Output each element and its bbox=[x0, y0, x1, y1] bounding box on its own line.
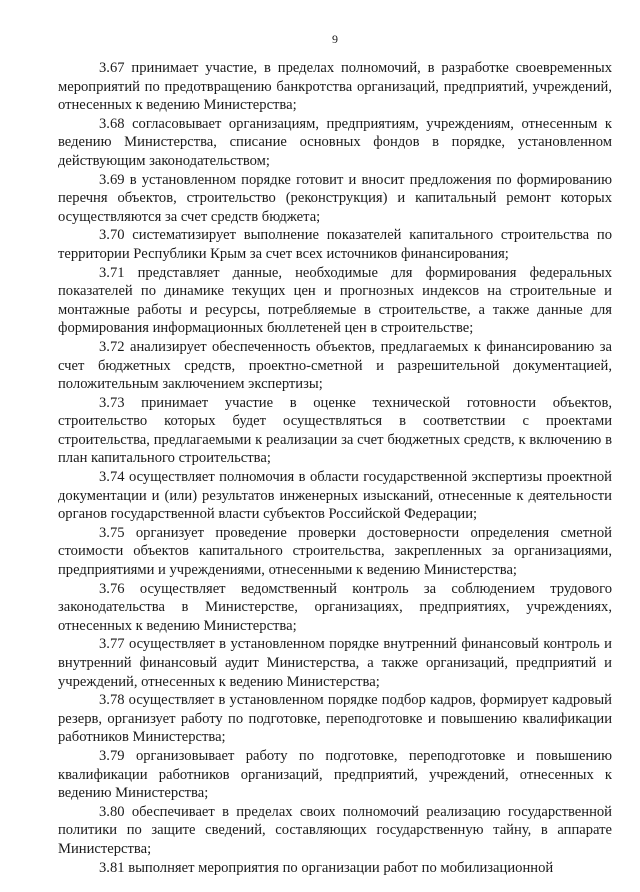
clause-3-72: 3.72 анализирует обеспеченность объектов, предлагаемых к финансированию за счет бюджетных средств, проектно-сметной и разрешительной документацией, положительным заключением экспертизы; bbox=[58, 338, 612, 393]
clause-3-81: 3.81 выполняет мероприятия по организации работ по мобилизационной bbox=[99, 859, 554, 876]
clause-3-75: 3.75 организует проведение проверки достоверности определения сметной стоимости объектов капитального строительства, закрепленных за организациями, предприятиями и учреждениями, отнесенными к ведению Министерства; bbox=[58, 524, 612, 579]
clause-3-78: 3.78 осуществляет в установленном порядке подбор кадров, формирует кадровый резерв, организует работу по подготовке, переподготовке и повышению квалификации работников Министерства; bbox=[58, 692, 612, 746]
clause-3-80: 3.80 обеспечивает в пределах своих полномочий реализацию государственной политики по защите сведений, составляющих государственную тайну, в аппарате Министерства; bbox=[58, 803, 612, 857]
clause-3-79: 3.79 организовывает работу по подготовке, переподготовке и повышению квалификации работников организаций, предприятий, учреждений, отнесенных к ведению Министерства; bbox=[58, 747, 612, 802]
clause-3-67: 3.67 принимает участие, в пределах полномочий, в разработке своевременных мероприятий по предотвращению банкротства организаций, предприятий, учреждений, отнесенных к ведению Министерства; bbox=[58, 60, 612, 114]
clause-3-70: 3.70 систематизирует выполнение показателей капитального строительства по территории Республики Крым за счет всех источников финансирования; bbox=[58, 227, 612, 262]
clause-3-68: 3.68 согласовывает организациям, предприятиям, учреждениям, отнесенным к ведению Министерства, списание основных фондов в порядке, установленном действующим законодательством; bbox=[58, 115, 612, 169]
clause-3-76: 3.76 осуществляет ведомственный контроль за соблюдением трудового законодательства в Министерстве, организациях, предприятиях, учреждениях, отнесенных к ведению Министерства; bbox=[58, 580, 612, 634]
page-number: 9 bbox=[332, 32, 338, 46]
clause-3-71: 3.71 представляет данные, необходимые для формирования федеральных показателей по динамике текущих цен и прогнозных индексов на строительные и монтажные работы и ресурсы, потребляемые в строительстве, а также данные для формирования информационных бюллетеней цен в строительстве; bbox=[58, 264, 612, 337]
clause-3-73: 3.73 принимает участие в оценке технической готовности объектов, строительство которых будет осуществляться в соответствии с проектами строительства, предлагаемыми к реализации за счет бюджетных средств, к включению в план капитального строительства; bbox=[58, 394, 612, 467]
clause-3-69: 3.69 в установленном порядке готовит и вносит предложения по формированию перечня объектов, строительство (реконструкция) и капитальный ремонт которых осуществляются за счет средств бюджета; bbox=[58, 171, 612, 225]
clause-3-77: 3.77 осуществляет в установленном порядке внутренний финансовый контроль и внутренний финансовый аудит Министерства, а также организаций, предприятий и учреждений, отнесенных к ведению Министерства; bbox=[58, 636, 612, 690]
clause-3-74: 3.74 осуществляет полномочия в области государственной экспертизы проектной документации и (или) результатов инженерных изысканий, отнесенные к деятельности органов государственной власти субъектов Российской Федерации; bbox=[58, 469, 612, 523]
